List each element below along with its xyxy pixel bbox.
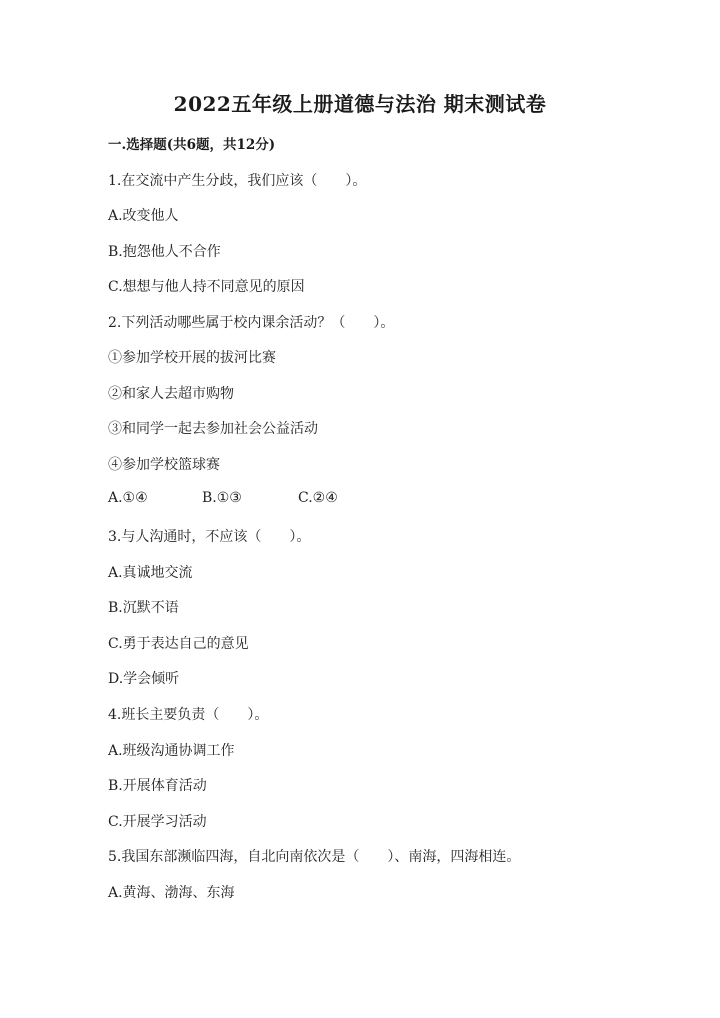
question-4-option-c: C.开展学习活动 xyxy=(108,814,207,830)
question-5-stem: 5.我国东部濒临四海，自北向南依次是（ ）、南海，四海相连。 xyxy=(108,849,521,865)
question-1-option-b: B.抱怨他人不合作 xyxy=(108,244,221,260)
question-5-option-a: A.黄海、渤海、东海 xyxy=(108,885,235,901)
page-title: 2022五年级上册道德与法治 期末测试卷 xyxy=(173,92,547,116)
question-2-item-2: ②和家人去超市购物 xyxy=(108,386,234,402)
question-2-stem: 2.下列活动哪些属于校内课余活动？（ ）。 xyxy=(108,315,395,331)
section-heading: 一.选择题(共6题，共12分) xyxy=(108,137,276,153)
question-4-option-b: B.开展体育活动 xyxy=(108,778,207,794)
question-3-option-a: A.真诚地交流 xyxy=(108,565,193,581)
question-3-option-d: D.学会倾听 xyxy=(108,671,180,687)
question-1-option-a: A.改变他人 xyxy=(108,208,179,224)
question-2-option-b: B.①③ xyxy=(202,490,242,506)
question-2-option-c: C.②④ xyxy=(298,490,338,506)
question-4-stem: 4.班长主要负责（ ）。 xyxy=(108,707,269,723)
question-2-item-4: ④参加学校篮球赛 xyxy=(108,457,220,473)
question-3-stem: 3.与人沟通时，不应该（ ）。 xyxy=(108,529,311,545)
question-1-stem: 1.在交流中产生分歧，我们应该（ ）。 xyxy=(108,173,367,189)
question-1-option-c: C.想想与他人持不同意见的原因 xyxy=(108,279,305,295)
question-4-option-a: A.班级沟通协调工作 xyxy=(108,743,235,759)
question-3-option-c: C.勇于表达自己的意见 xyxy=(108,636,249,652)
question-2-item-3: ③和同学一起去参加社会公益活动 xyxy=(108,421,318,437)
question-2-item-1: ①参加学校开展的拔河比赛 xyxy=(108,350,276,366)
question-2-option-a: A.①④ xyxy=(108,490,148,506)
question-3-option-b: B.沉默不语 xyxy=(108,600,179,616)
